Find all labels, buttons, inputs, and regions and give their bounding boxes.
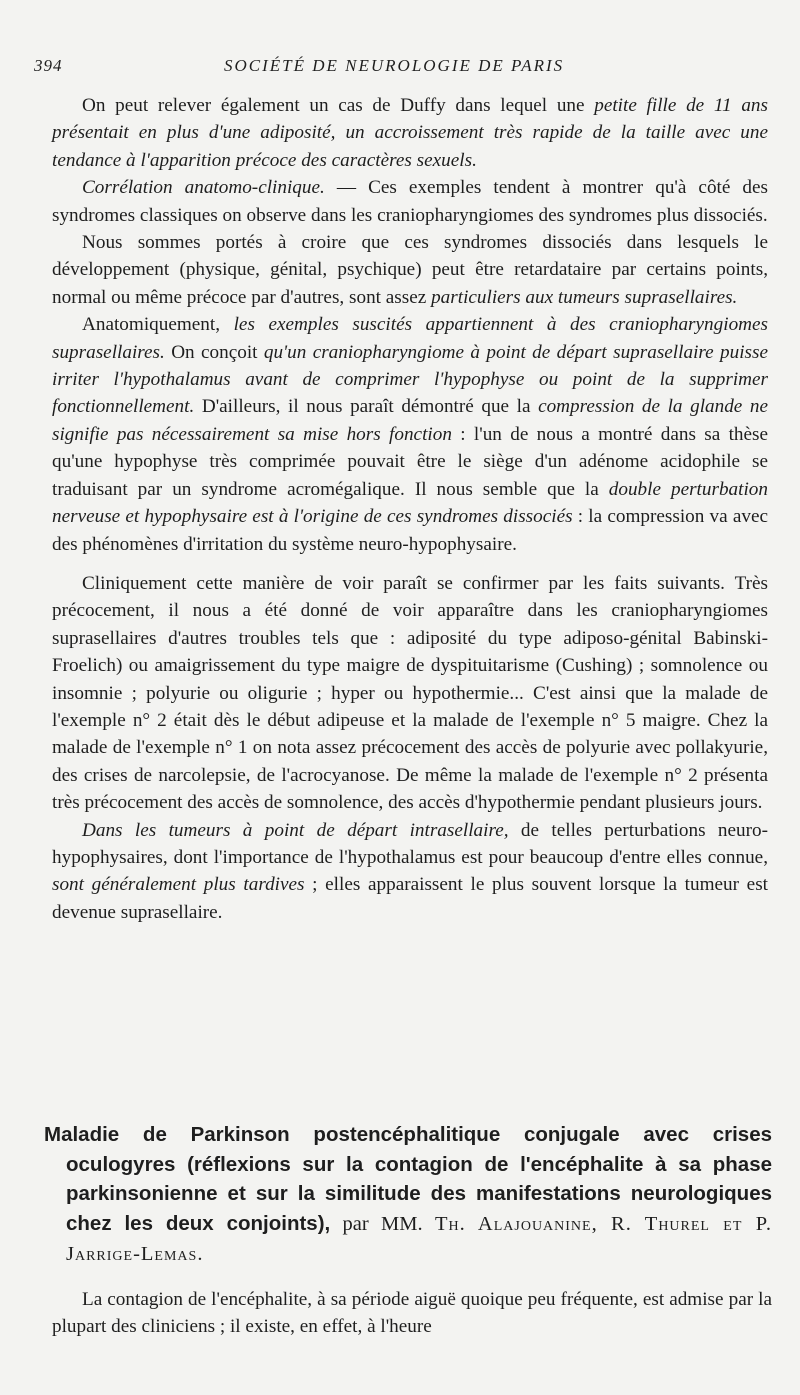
paragraph bbox=[52, 229, 768, 311]
authors-lead: par MM. bbox=[330, 1212, 435, 1235]
new-article-section bbox=[44, 1120, 772, 1340]
paragraph-italic: qu'un craniopharyngiome à point de départ suprasellaire puisse irriter l'hypothalamus avant de comprimer l'hypophyse ou point de la supprimer fonctionnellement. bbox=[52, 341, 768, 418]
paragraph-italic: double perturbation nerveuse et hypophysaire est à l'origine de ces syndromes dissociés bbox=[52, 478, 768, 528]
article-intro: La contagion de l'encéphalite, à sa période aiguë quoique peu fréquente, est admise par la plupart des cliniciens ; il existe, en effet, à l'heure bbox=[52, 1288, 772, 1337]
article-title-text: Maladie de Parkinson postencéphalitique conjugale avec crises oculogyres (réflexions sur la contagion de l'encéphalite à sa phase parkinsonienne et sur la similitude des manifestations neurologiques chez les deux conjoints), bbox=[44, 1123, 772, 1235]
paragraph-italic: Dans les tumeurs à point de départ intrasellaire, bbox=[82, 819, 509, 841]
page-number: 394 bbox=[34, 56, 63, 75]
running-title: SOCIÉTÉ DE NEUROLOGIE DE PARIS bbox=[224, 56, 565, 75]
paragraph-text: On peut relever également un cas de Duffy dans lequel une bbox=[82, 95, 595, 116]
paragraph-text: On conçoit bbox=[164, 341, 264, 363]
paragraph-italic: les exemples suscités appartiennent à des craniopharyngiomes suprasellaires. bbox=[52, 314, 768, 363]
paragraph-italic: petite fille de 11 ans présentait en plus d'une adiposité, un accroissement très rapide de la taille avec une tendance à l'apparition précoce des caractères sexuels. bbox=[52, 95, 768, 171]
article-body bbox=[52, 92, 768, 926]
paragraph-text: Anatomiquement, bbox=[82, 314, 234, 336]
paragraph-text: : l'un de nous a montré dans sa thèse qu'une hypophyse très comprimée pouvait être le siège d'un adénome acidophile se traduisant par un syndrome acromégalique. Il nous semble que la bbox=[52, 423, 768, 500]
paragraph bbox=[52, 817, 768, 927]
paragraph-italic: compression de la glande ne signifie pas nécessairement sa mise hors fonction bbox=[52, 396, 769, 445]
paragraph-text: : la compression va avec des phénomènes d'irritation du système neuro-hypophysaire. bbox=[52, 506, 769, 555]
authors: Th. Alajouanine, R. Thurel et P. Jarrige-Lemas. bbox=[66, 1212, 772, 1265]
article-title bbox=[44, 1120, 772, 1270]
paragraph bbox=[52, 311, 768, 558]
paragraph-text: — Ces exemples tendent à montrer qu'à côté des syndromes classiques on observe dans les craniopharyngiomes des syndromes plus dissociés. bbox=[52, 177, 769, 226]
paragraph bbox=[52, 174, 768, 229]
paragraph-text: Cliniquement cette manière de voir paraît se confirmer par les faits suivants. Très précocement, il nous a été donné de voir apparaître dans les craniopharyngiomes suprasellaires d'autres troubles tels que : adiposité du type adiposo-génital Babinski-Froelich) ou amaigrissement du type maigre de dyspituitarisme (Cushing) ; somnolence ou insomnie ; polyurie ou oligurie ; hyper ou hypothermie... C'est ainsi que la malade de l'exemple n° 2 était dès le début adipeuse et la malade de l'exemple n° 5 maigre. Chez la malade de l'exemple n° 1 on nota assez précocement des accès de polyurie avec pollakyurie, des crises de narcolepsie, de l'acrocyanose. De même la malade de l'exemple n° 2 présenta très précocement des accès de somnolence, des accès d'hypothermie pendant plusieurs jours. bbox=[52, 572, 768, 814]
paragraph-text: D'ailleurs, il nous paraît démontré que la bbox=[194, 396, 539, 418]
paragraph-text: Nous sommes portés à croire que ces syndromes dissociés dans lesquels le développement (physique, génital, psychique) peut être retardataire par certains points, normal ou même précoce par d'autres, sont assez bbox=[52, 232, 768, 308]
paragraph-text: ; elles apparaissent le plus souvent lorsque la tumeur est devenue suprasellaire. bbox=[52, 874, 768, 923]
page-header bbox=[34, 56, 774, 82]
paragraph bbox=[52, 92, 768, 174]
paragraph-italic: Corrélation anatomo-clinique. bbox=[82, 177, 325, 199]
paragraph-text: de telles perturbations neuro-hypophysaires, dont l'importance de l'hypothalamus est pour beaucoup d'entre elles connue, bbox=[52, 819, 769, 868]
paragraph-italic: sont généralement plus tardives bbox=[52, 874, 305, 896]
paragraph bbox=[52, 570, 768, 817]
paragraph-italic: particuliers aux tumeurs suprasellaires. bbox=[431, 286, 738, 308]
